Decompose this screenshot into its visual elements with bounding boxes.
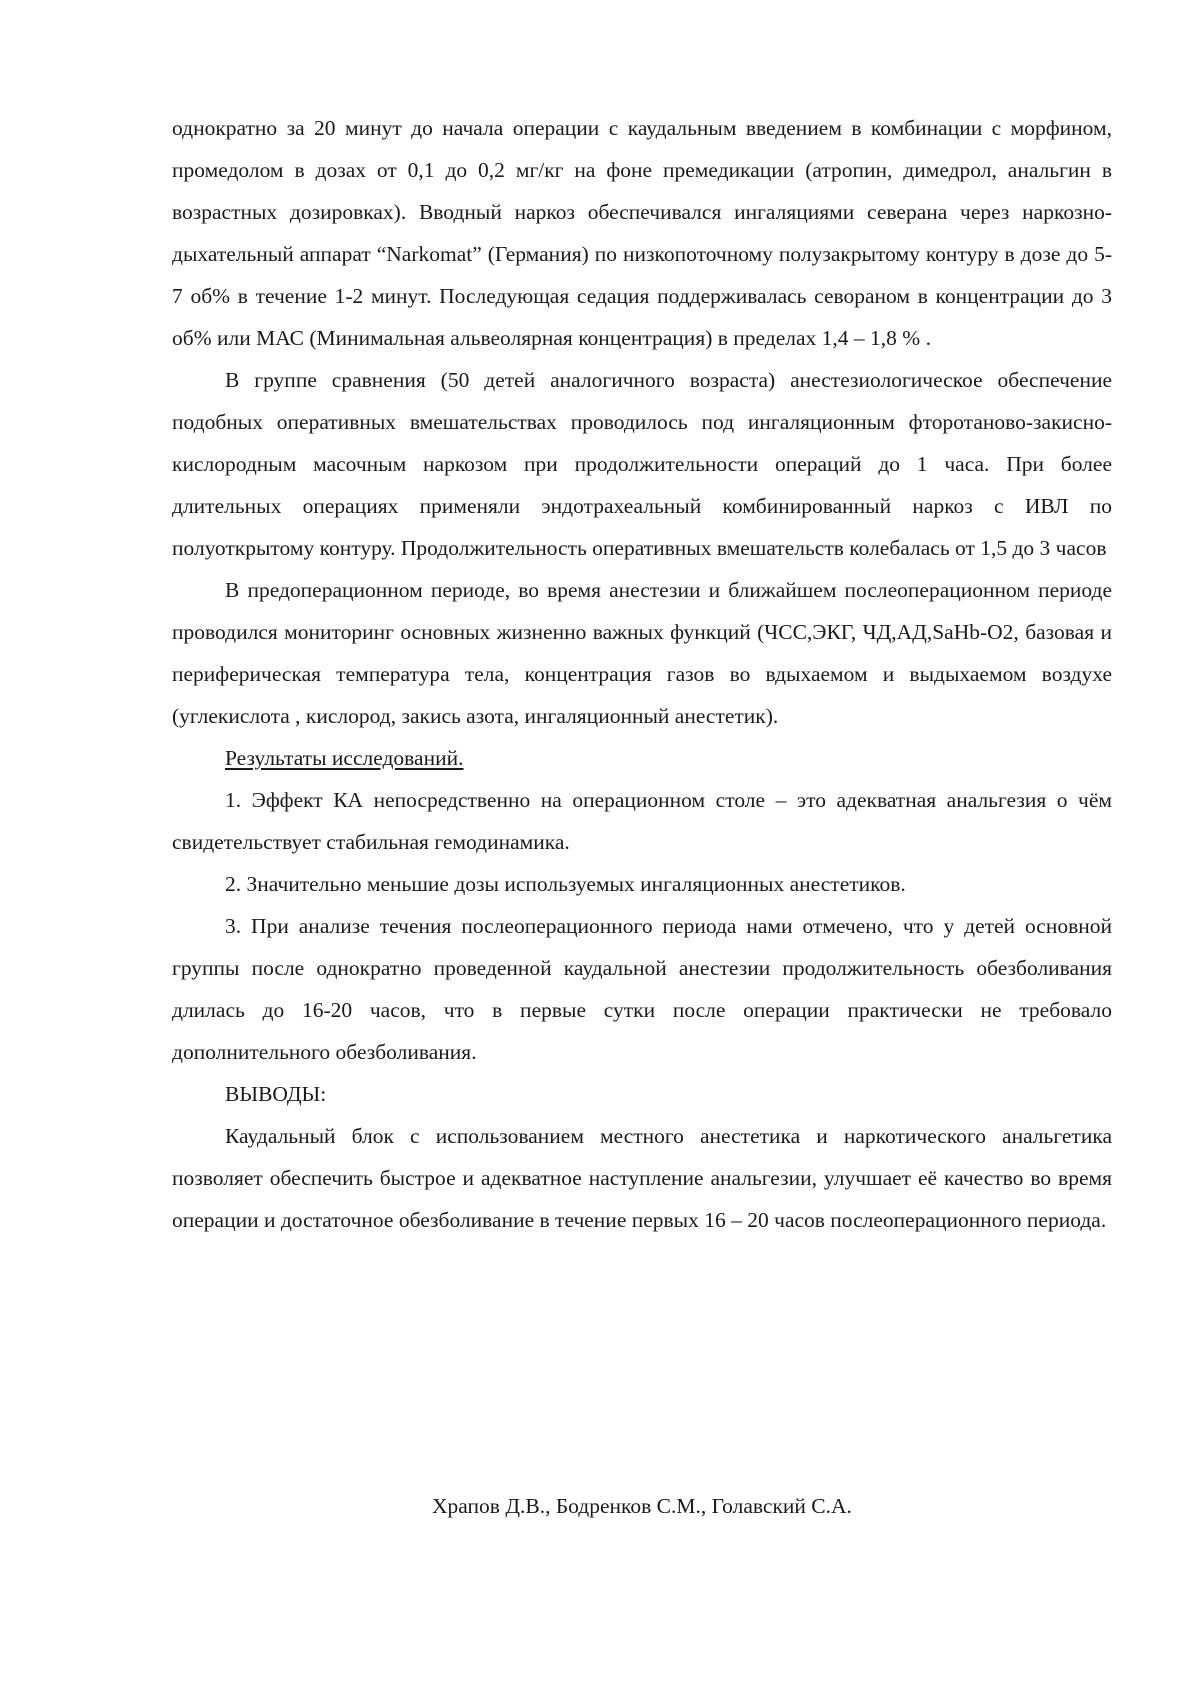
result-item-2: 2. Значительно меньшие дозы используемых ингаляционных анестетиков. bbox=[225, 872, 906, 896]
result-item-1: 1. Эффект КА непосредственно на операционном столе – это адекватная анальгезия о чём свидетельствует стабильная гемодинамика. bbox=[172, 788, 1112, 854]
conclusions-heading: ВЫВОДЫ: bbox=[225, 1082, 327, 1106]
paragraph-monitoring: В предоперационном периоде, во время анестезии и ближайшем послеоперационном периоде проводился мониторинг основных жизненно важных функций (ЧСС,ЭКГ, ЧД,АД,SaHb-O2, базовая и периферическая температура тела, концентрация газов во вдыхаемом и выдыхаемом воздухе (углекислота , кислород, закись азота, ингаляционный анестетик). bbox=[172, 578, 1112, 728]
authors-line: Храпов Д.В., Бодренков С.М., Голавский С.А. bbox=[432, 1494, 852, 1518]
paragraph-anesthesia-method: однократно за 20 минут до начала операции с каудальным введением в комбинации с морфином, промедолом в дозах от 0,1 до 0,2 мг/кг на фоне премедикации (атропин, димедрол, анальгин в возрастных дозировках). Вводный наркоз обеспечивался ингаляциями северана через наркозно-дыхательный аппарат “Narkomat” (Германия) по низкопоточному полузакрытому контуру в дозе до 5-7 об% в течение 1-2 минут. Последующая седация поддерживалась севораном в концентрации до 3 об% или МАС (Минимальная альвеолярная концентрация) в пределах 1,4 – 1,8 % . bbox=[172, 116, 1112, 350]
conclusion-paragraph: Каудальный блок с использованием местного анестетика и наркотического анальгетика позволяет обеспечить быстрое и адекватное наступление анальгезии, улучшает её качество во время операции и достаточное обезболивание в течение первых 16 – 20 часов послеоперационного периода. bbox=[172, 1124, 1112, 1232]
paragraph-comparison-group: В группе сравнения (50 детей аналогичного возраста) анестезиологическое обеспечение подобных оперативных вмешательствах проводилось под ингаляционным фторотаново-закисно-кислородным масочным наркозом при продолжительности операций до 1 часа. При более длительных операциях применяли эндотрахеальный комбинированный наркоз с ИВЛ по полуоткрытому контуру. Продолжительность оперативных вмешательств колебалась от 1,5 до 3 часов bbox=[172, 368, 1112, 560]
document-body bbox=[172, 107, 1112, 1241]
result-item-3: 3. При анализе течения послеоперационного периода нами отмечено, что у детей основной группы после однократно проведенной каудальной анестезии продолжительность обезболивания длилась до 16-20 часов, что в первые сутки после операции практически не требовало дополнительного обезболивания. bbox=[172, 914, 1112, 1064]
results-heading: Результаты исследований. bbox=[225, 746, 464, 770]
